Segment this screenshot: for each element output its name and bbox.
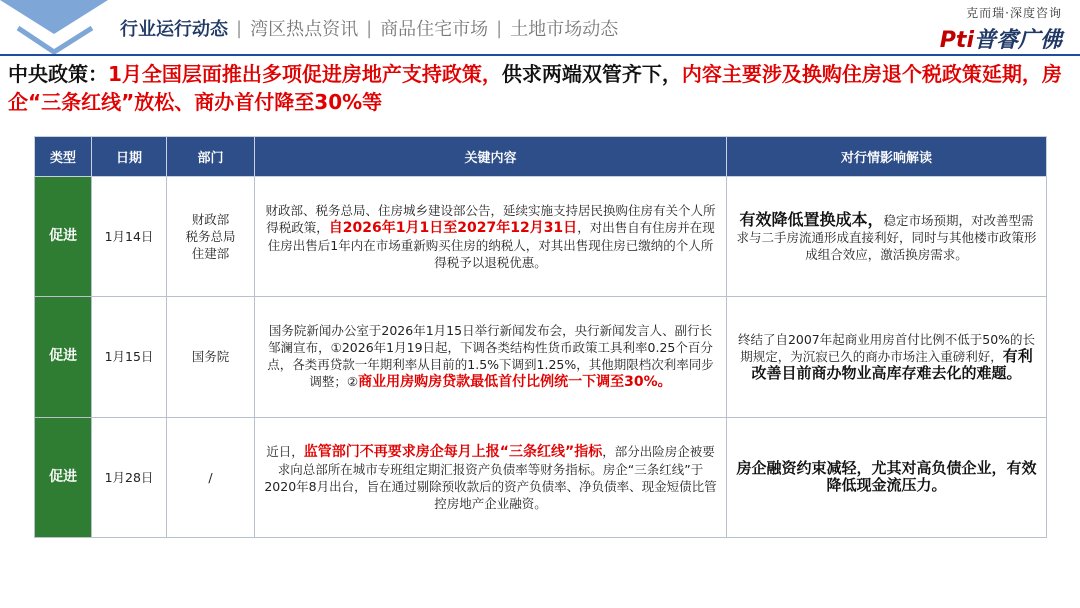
nav-item-land[interactable]: 土地市场动态: [510, 19, 619, 40]
impact-bold: 有效降低置换成本，: [739, 209, 884, 229]
row-type: 促进: [35, 297, 92, 417]
row-content: [255, 417, 727, 537]
content-text: 财政部、税务总局、住房城乡建设部公告，延续实施支持居民换购住房有关个人所得税政策，: [265, 203, 716, 236]
brand-name: [912, 23, 1062, 54]
corner-decoration: [0, 0, 110, 60]
row-dept: 国务院: [167, 297, 255, 417]
impact-text: 终结了自2007年起商业用房首付比例不低于50%的长期规定，为沉寂已久的商办市场注入重磅利好，: [737, 332, 1036, 365]
content-text: 国务院新闻办公室于2026年1月15日举行新闻发布会，央行新闻发言人、副行长邹澜宣布，①2026年1月19日起，下调各类结构性货币政策工具利率0.25个百分点，各类再贷款一年期利率从目前的1.5%下调到1.25%，其他期限档次利率同步调整；②: [267, 323, 714, 390]
title-highlight-1: 1月全国层面推出多项促进房地产支持政策，: [108, 62, 502, 86]
row-type: 促进: [35, 177, 92, 297]
content-text: ，对出售自有住房并在现住房出售后1年内在市场重新购买住房的纳税人，对其出售现住房已缴纳的个人所得税予以退税优惠。: [267, 220, 715, 271]
header-date: 日期: [92, 137, 167, 177]
nav-item-bay-area[interactable]: 湾区热点资讯: [250, 19, 359, 40]
row-dept: 财政部 税务总局 住建部: [167, 177, 255, 297]
row-type: 促进: [35, 417, 92, 537]
policy-table: [34, 136, 1046, 538]
row-date: 1月15日: [92, 297, 167, 417]
row-impact: [727, 297, 1047, 417]
brand-logo: [912, 4, 1062, 54]
impact-bold: 有利改善目前商办物业高库存难去化的难题。: [751, 347, 1033, 383]
nav-item-residential[interactable]: 商品住宅市场: [380, 19, 489, 40]
table-header-row: [35, 137, 1047, 177]
nav-separator: |: [496, 17, 503, 39]
section-nav: [120, 14, 618, 42]
header-dept: 部门: [167, 137, 255, 177]
content-highlight: 监管部门不再要求房企每月上报“三条红线”指标: [303, 443, 603, 460]
header-impact: 对行情影响解读: [727, 137, 1047, 177]
nav-item-industry[interactable]: 行业运行动态: [120, 19, 228, 40]
title-highlight-2: 内容主要涉及换购住房退个税政策延期，房企“三条红线”放松、商办首付降至30%等: [8, 62, 1062, 114]
header-content: 关键内容: [255, 137, 727, 177]
header-type: 类型: [35, 137, 92, 177]
brand-logo-text: 普睿广佛: [973, 28, 1062, 53]
row-content: [255, 297, 727, 417]
title-prefix: 中央政策：: [8, 62, 108, 86]
table-row: [35, 417, 1047, 537]
nav-separator: |: [236, 17, 243, 39]
table-row: [35, 297, 1047, 417]
row-impact: [727, 177, 1047, 297]
impact-text: 稳定市场预期，对改善型需求与二手房流通形成直接利好，同时与其他楼市政策形成组合效应，激活换房需求。: [736, 212, 1037, 262]
table-row: [35, 177, 1047, 297]
content-highlight: 商业用房购房贷款最低首付比例统一下调至30%。: [358, 374, 672, 391]
content-highlight: 自2026年1月1日至2027年12月31日: [328, 220, 578, 237]
brand-logo-mark: Pti: [939, 28, 974, 53]
title-normal: 供求两端双管齐下，: [501, 62, 682, 86]
content-text: 近日，: [266, 443, 304, 459]
nav-separator: |: [366, 17, 373, 39]
content-text: ，部分出险房企被要求向总部所在城市专班组定期汇报资产负债率等财务指标。房企“三条红线”于2020年8月出台，旨在通过剔除预收款后的资产负债率、净负债率、现金短债比管控房地产企业融资。: [264, 443, 717, 511]
row-date: 1月28日: [92, 417, 167, 537]
brand-tagline: 克而瑞·深度咨询: [966, 6, 1062, 20]
impact-bold: 房企融资约束减轻，尤其对高负债企业，有效降低现金流压力。: [736, 459, 1037, 495]
row-content: [255, 177, 727, 297]
row-impact: [727, 417, 1047, 537]
header-divider: [0, 54, 1080, 56]
row-dept: /: [167, 417, 255, 537]
row-date: 1月14日: [92, 177, 167, 297]
page-title: [8, 60, 1070, 116]
